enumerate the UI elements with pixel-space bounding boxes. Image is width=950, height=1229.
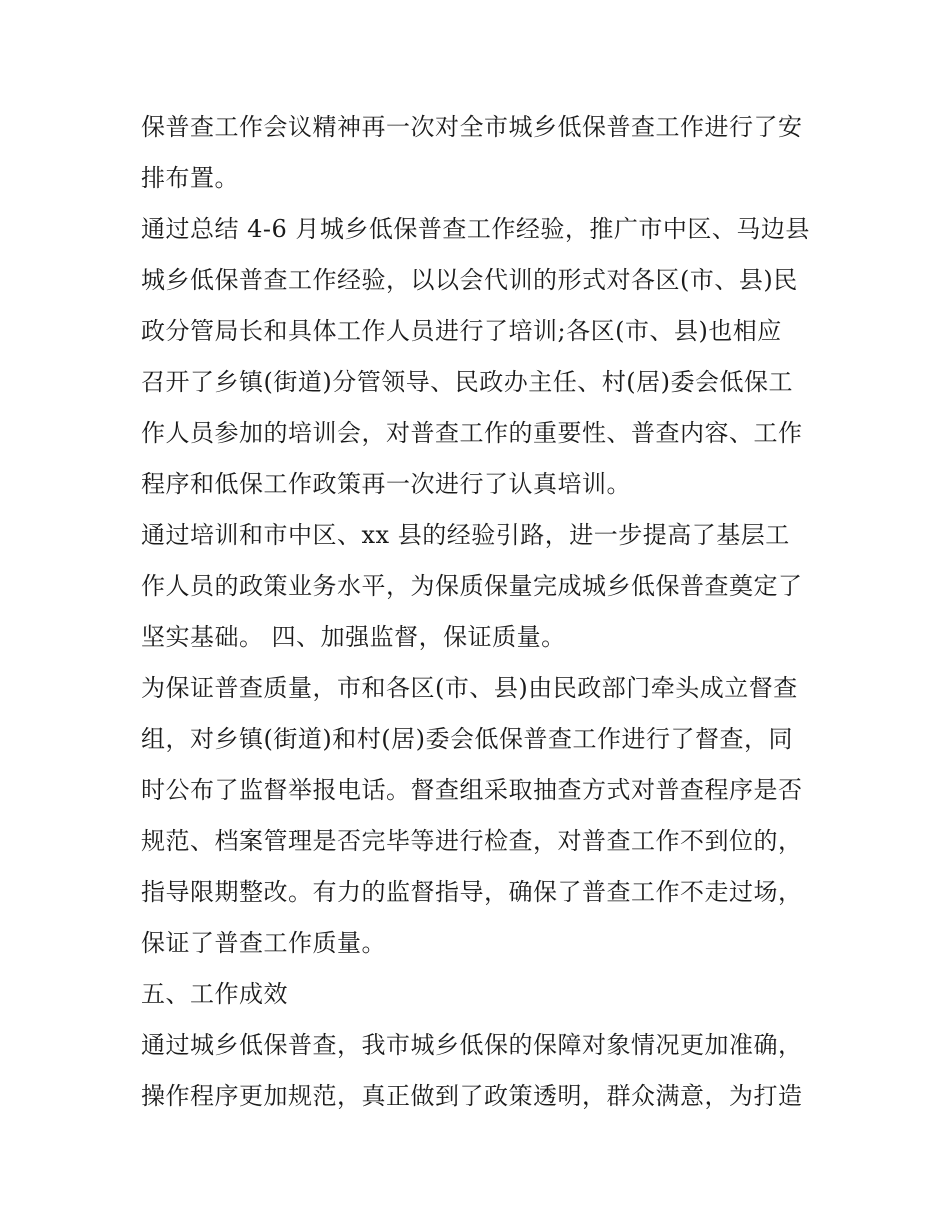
text-line: 时公布了监督举报电话。督查组采取抽查方式对普查程序是否 [141,776,803,804]
text-line: 程序和低保工作政策再一次进行了认真培训。 [141,470,631,498]
text-line: 政分管局长和具体工作人员进行了培训;各区(市、县)也相应 [141,317,782,345]
text-line: 通过城乡低保普查，我市城乡低保的保障对象情况更加准确， [141,1031,803,1059]
text-line: 保普查工作会议精神再一次对全市城乡低保普查工作进行了安 [141,113,803,141]
text-line: 规范、档案管理是否完毕等进行检查，对普查工作不到位的， [141,827,803,855]
text-line: 通过培训和市中区、xx 县的经验引路，进一步提高了基层工 [141,521,790,549]
text-line: 排布置。 [141,164,239,192]
text-line: 组，对乡镇(街道)和村(居)委会低保普查工作进行了督查，同 [141,725,793,753]
text-line: 操作程序更加规范，真正做到了政策透明，群众满意，为打造 [141,1082,803,1110]
text-line: 城乡低保普查工作经验，以以会代训的形式对各区(市、县)民 [141,266,798,294]
text-line: 作人员的政策业务水平，为保质保量完成城乡低保普查奠定了 [141,572,803,600]
text-line: 作人员参加的培训会，对普查工作的重要性、普查内容、工作 [141,419,803,447]
text-line: 召开了乡镇(街道)分管领导、民政办主任、村(居)委会低保工 [141,368,793,396]
text-line: 通过总结 4-6 月城乡低保普查工作经验，推广市中区、马边县 [141,215,810,243]
text-line: 为保证普查质量，市和各区(市、县)由民政部门牵头成立督查 [141,674,798,702]
text-line: 指导限期整改。有力的监督指导，确保了普查工作不走过场， [141,878,803,906]
text-line: 保证了普查工作质量。 [141,929,386,957]
text-line: 坚实基础。 四、加强监督，保证质量。 [141,623,566,651]
section-heading: 五、工作成效 [141,980,288,1008]
